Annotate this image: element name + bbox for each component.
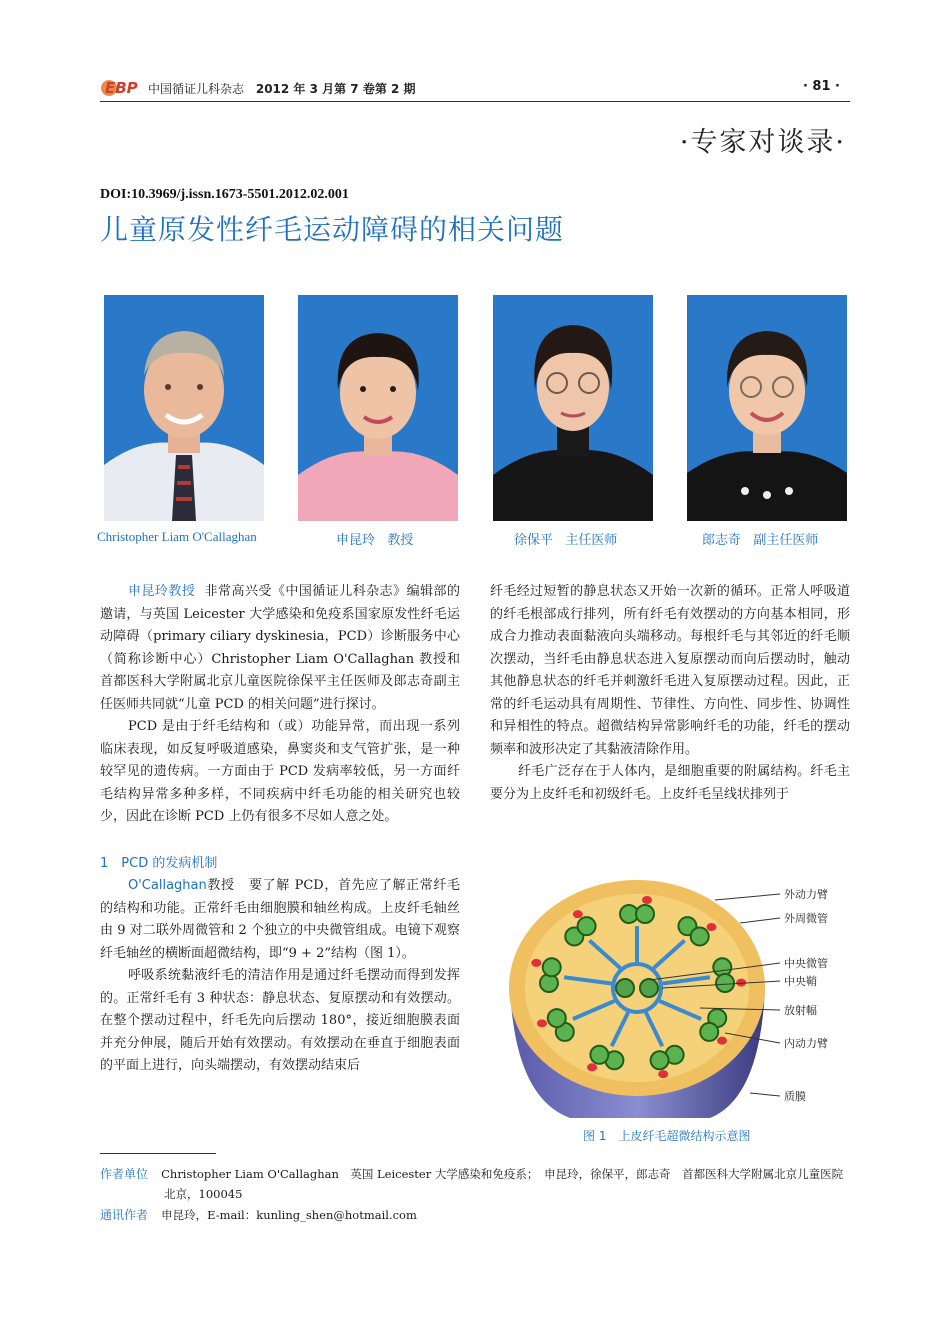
affiliation-note	[100, 1163, 850, 1204]
caption-name: 徐保平	[514, 533, 554, 548]
logo-text: EBP	[105, 79, 138, 97]
caption-role: 主任医师	[565, 533, 618, 548]
doublet-microtubule	[651, 1051, 669, 1069]
speaker-suffix: 教授	[206, 878, 235, 893]
dynein-arm	[537, 1019, 547, 1027]
journal-name: 中国循证儿科杂志	[148, 82, 245, 96]
paragraph: 纤毛广泛存在于人体内，是细胞重要的附属结构。纤毛主要分为上皮纤毛和初级纤毛。上皮纤毛呈线状排列于	[490, 764, 850, 802]
caption-name: Christopher Liam O'Callaghan	[97, 529, 257, 544]
doublet-microtubule	[578, 917, 596, 935]
section-text: 要了解 PCD，首先应了解正常纤毛的结构和功能。正常纤毛由细胞膜和轴丝构成。上皮纤毛轴丝由 9 对二联外周微管和 2 个独立的中央微管组成。电镜下观察纤毛轴丝的横断面超微结构，即“9 + 2”结构（图 1）。	[100, 878, 460, 961]
paragraph: 纤毛经过短暂的静息状态又开始一次新的循环。正常人呼吸道的纤毛根部成行排列，所有纤毛有效摆动的方向基本相同，形成合力推动表面黏液向头端移动。每根纤毛与其邻近的纤毛顺次摆动，当纤毛由静息状态进入复原摆动而向后摆动时，触动其他静息状态的纤毛并刺激纤毛进入复原摆动过程。因此，正常的纤毛运动具有周期性、节律性、方向性、同步性、协调性和异相性的特点。超微结构异常影响纤毛的功能，纤毛的摆动频率和波形决定了其黏液清除作用。	[490, 584, 850, 757]
label-central-microtubule: 中央微管	[784, 957, 828, 970]
dynein-arm	[707, 923, 717, 931]
affiliation-label: 作者单位	[100, 1167, 149, 1181]
expert-photo-shen	[298, 295, 458, 521]
speaker-ocallaghan: O'Callaghan	[128, 878, 207, 893]
footnote-rule	[100, 1153, 216, 1154]
caption-shen	[336, 529, 413, 548]
contact-label: 通讯作者	[100, 1208, 149, 1222]
caption-name: 申昆玲	[336, 533, 376, 548]
journal-logo	[100, 74, 142, 98]
caption-lang	[702, 529, 818, 548]
expert-photo-lang	[687, 295, 847, 521]
cilia-figure	[500, 868, 850, 1123]
caption-ocallaghan	[97, 529, 257, 545]
dynein-arm	[573, 910, 583, 918]
doublet-microtubule	[636, 905, 654, 923]
expert-photo-ocallaghan	[104, 295, 264, 521]
paragraph: 呼吸系统黏液纤毛的清洁作用是通过纤毛摆动而得到发挥的。正常纤毛有 3 种状态：静息状态、复原摆动和有效摆动。在整个摆动过程中，纤毛先向后摆动 180°，接近细胞膜表面并充分伸展，随后开始有效摆动。有效摆动在垂直于细胞表面的平面上进行，向头端摆动，有效摆动结束后	[100, 968, 460, 1073]
contact-note	[100, 1204, 850, 1225]
journal-issue: 2012 年 3 月第 7 卷第 2 期	[255, 82, 416, 96]
paragraph: PCD 是由于纤毛结构和（或）功能异常，而出现一系列临床表现，如反复呼吸道感染，鼻窦炎和支气管扩张，是一种较罕见的遗传病。一方面由于 PCD 发病率较低，另一方面纤毛结构异常多种多样，不同疾病中纤毛功能的相关研究也较少，因此在诊断 PCD 上仍有很多不尽如人意之处。	[100, 719, 460, 824]
label-inner-dynein: 内动力臂	[784, 1037, 828, 1050]
intro-paragraph	[100, 581, 460, 716]
label-radial-spoke: 放射幅	[784, 1004, 817, 1017]
label-plasma-membrane: 质膜	[784, 1090, 806, 1103]
doublet-microtubule	[548, 1009, 566, 1027]
contact-text: 申昆玲，E-mail：kunling_shen@hotmail.com	[161, 1208, 417, 1222]
dynein-arm	[587, 1063, 597, 1071]
cilia-diagram	[500, 868, 850, 1123]
left-column	[100, 581, 460, 1078]
doi: DOI:10.3969/j.issn.1673-5501.2012.02.001	[100, 187, 349, 202]
intro-text: 非常高兴受《中国循证儿科杂志》编辑部的邀请，与英国 Leicester 大学感染和免疫系国家原发性纤毛运动障碍（primary ciliary dyskinesia，PCD）诊断服务中心（简称诊断中心）Christopher Liam O'Callaghan 教授和首都医科大学附属北京儿童医院徐保平主任医师及郎志奇副主任医师共同就“儿童 PCD 的相关问题”进行探讨。	[100, 584, 460, 712]
label-central-sheath: 中央鞘	[784, 975, 817, 988]
doublet-microtubule	[543, 958, 561, 976]
affiliation-text: Christopher Liam O'Callaghan 英国 Leicester 大学感染和免疫系； 申昆玲，徐保平，郎志奇 首都医科大学附属北京儿童医院	[161, 1167, 844, 1181]
label-outer-dynein: 外动力臂	[784, 888, 828, 901]
dynein-arm	[717, 1037, 727, 1045]
section-heading: 1 PCD 的发病机制	[100, 855, 218, 871]
doublet-microtubule	[700, 1023, 718, 1041]
dynein-arm	[642, 896, 652, 904]
caption-xu	[514, 529, 617, 548]
affiliation-city: 北京，100045	[164, 1187, 243, 1201]
figure-caption: 图 1 上皮纤毛超微结构示意图	[583, 1129, 751, 1143]
section-paragraph	[100, 875, 460, 965]
caption-name: 郎志奇	[702, 533, 742, 548]
caption-role: 副主任医师	[753, 533, 819, 548]
article-title: 儿童原发性纤毛运动障碍的相关问题	[100, 213, 565, 246]
right-column	[490, 581, 850, 806]
doublet-microtubule	[716, 974, 734, 992]
dynein-arm	[658, 1070, 668, 1078]
doublet-microtubule	[590, 1046, 608, 1064]
expert-photo-xu	[493, 295, 653, 521]
caption-role: 教授	[387, 533, 414, 548]
journal-header	[148, 80, 416, 97]
header-rule	[100, 101, 850, 102]
speaker-shen: 申昆玲教授	[128, 584, 196, 599]
column-title: ·专家对谈录·	[679, 127, 846, 158]
label-peripheral-microtubule: 外周微管	[784, 912, 828, 925]
dynein-arm	[736, 979, 746, 987]
doublet-microtubule	[691, 927, 709, 945]
page-number: · 81 ·	[802, 79, 840, 94]
dynein-arm	[531, 959, 541, 967]
